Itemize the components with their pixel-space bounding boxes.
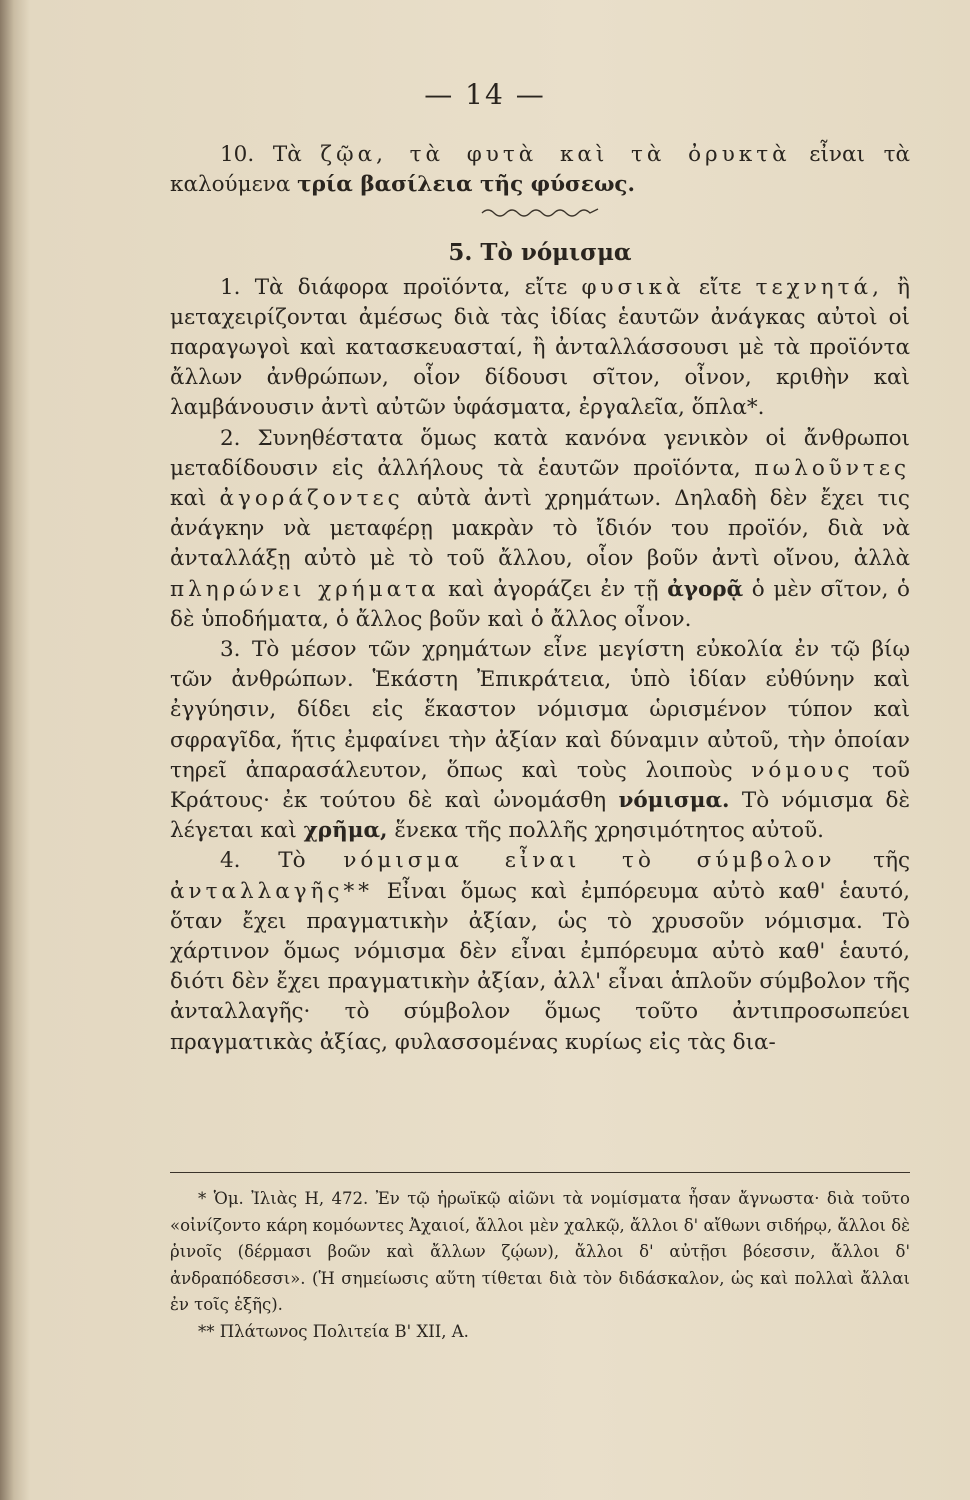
p1-spaced-1: φυσικὰ <box>581 274 685 300</box>
para-10-lead: 10. Τὰ <box>220 142 321 167</box>
p1-spaced-2: τεχνητά, <box>755 274 883 300</box>
paragraph-1 <box>170 273 910 424</box>
p1-a: 1. Τὰ διάφορα προϊόντα, εἴτε <box>220 274 582 300</box>
p2-spaced-3: πληρώνει χρήματα <box>170 576 440 602</box>
p1-b: εἴτε <box>684 274 756 300</box>
p3-bold-2: χρῆμα, <box>303 818 388 844</box>
paragraph-2 <box>170 424 910 635</box>
p3-d: ἕνεκα τῆς πολλῆς χρησιμότητος αὐτοῦ. <box>387 818 824 844</box>
p2-d: καὶ ἀγοράζει ἐν τῇ <box>439 576 668 602</box>
paragraph-4 <box>170 846 910 1057</box>
p4-c: Εἶναι ὅμως καὶ ἐμπόρευμα αὐτὸ καθ' ἑαυτό, ὅταν ἔχει πραγματικὴν ἀξίαν, ὡς τὸ χρυσοῦν νόμισμα. Τὸ χάρτινον ὅμως νόμισμα δὲν εἶναι ἐμπόρευμα αὐτὸ καθ' ἑαυτό, διότι δὲν ἔχει πραγματικὴν ἀξίαν, ἀλλ' εἶναι ἁπλοῦν σύμβολον τῆς ἀνταλλαγῆς· τὸ σύμβολον ὅμως τοῦτο ἀντιπροσωπεύει πραγματικὰς ἀξίας, φυλασσομένας κυρίως εἰς τὰς δια- <box>170 878 910 1055</box>
p2-spaced-2: ἀγοράζοντες <box>219 486 404 512</box>
p4-a: 4. Τὸ <box>220 848 344 874</box>
p2-c: αὐτὰ ἀντὶ χρημάτων. Δηλαδὴ δὲν ἔχει τις ἀνάγκην νὰ μεταφέρῃ μακρὰν τὸ ἴδιόν του προϊόν, διὰ νὰ ἀνταλλάξῃ αὐτὸ μὲ τὸ τοῦ ἄλλου, οἷον βοῦν ἀντὶ οἴνου, ἀλλὰ <box>170 486 910 572</box>
p3-a: 3. Τὸ μέσον τῶν χρημάτων εἶνε μεγίστη εὐκολία ἐν τῷ βίῳ τῶν ἀνθρώπων. Ἑκάστη Ἐπικράτεια, ὑπὸ ἰδίαν εὐθύνην καὶ ἐγγύησιν, δίδει εἰς ἕκαστον νόμισμα ὡρισμένον τύπον καὶ σφραγῖδα, ἥτις ἐμφαίνει τὴν ἀξίαν καὶ δύναμιν αὐτοῦ, τὴν ὁποίαν τηρεῖ ἀπαρασάλευτον, ὅπως καὶ τοὺς λοιποὺς <box>170 637 910 783</box>
p2-b: καὶ <box>170 486 220 512</box>
p4-spaced-1: νόμισμα εἶναι τὸ σύμβολον <box>343 848 836 874</box>
p2-e: ὁ μὲν σῖτον, ὁ δὲ ὑποδήματα, ὁ ἄλλος βοῦν καὶ ὁ ἄλλος οἶνον. <box>170 576 910 632</box>
footnote-2: ** Πλάτωνος Πολιτεία Β' XII, Α. <box>198 1321 469 1341</box>
para-10-mid: εἶναι τὰ καλούμενα <box>170 142 910 198</box>
p3-c: Τὸ νόμισμα δὲ λέγεται καὶ <box>170 788 910 844</box>
footnote-1: * Ὁμ. Ἰλιὰς Η, 472. Ἐν τῷ ἡρωϊκῷ αἰῶνι τὰ νομίσματα ἦσαν ἄγνωστα· διὰ τοῦτο «οἰνίζοντο κάρη κομόωντες Ἀχαιοί, ἄλλοι μὲν χαλκῷ, ἄλλοι δ' αἴθωνι σιδήρῳ, ἄλλοι δὲ ῥινοῖς (δέρμασι βοῶν καὶ ἄλλων ζῴων), ἄλλοι δ' αὐτῇσι βόεσσιν, ἄλλοι δ' ἀνδραπόδεσσι». (Ἡ σημείωσις αὕτη τίθεται διὰ τὸν διδάσκαλον, ὡς καὶ πολλαὶ ἄλλαι ἐν τοῖς ἑξῆς). <box>170 1189 910 1314</box>
para-10-spaced: ζῷα, τὰ φυτὰ καὶ τὰ ὀρυκτὰ <box>320 142 791 167</box>
p2-bold: ἀγορᾷ <box>667 576 744 602</box>
p3-bold-1: νόμισμα. <box>618 788 730 814</box>
wavy-ornament <box>480 206 600 220</box>
p4-spaced-2: ἀνταλλαγῆς** <box>170 878 374 904</box>
p4-b: τῆς <box>835 848 910 874</box>
footnote-rule <box>170 1172 910 1173</box>
paragraph-10 <box>170 140 910 200</box>
page-number: — 14 — <box>424 78 546 111</box>
footnotes <box>170 1186 910 1345</box>
p2-a: 2. Συνηθέστατα ὅμως κατὰ κανόνα γενικὸν οἱ ἄνθρωποι μεταδίδουσιν εἰς ἀλλήλους τὰ ἑαυτῶν προϊόντα, <box>170 425 910 481</box>
paragraph-3 <box>170 635 910 846</box>
section-title: 5. Τὸ νόμισμα <box>448 239 632 267</box>
p3-b: τοῦ Κράτους· ἐκ τούτου δὲ καὶ ὠνομάσθη <box>170 757 910 814</box>
para-10-bold: τρία βασίλεια τῆς φύσεως. <box>297 172 636 198</box>
main-text <box>170 140 910 1058</box>
p2-spaced-1: πωλοῦντες <box>754 455 910 481</box>
p3-spaced-1: νόμους <box>751 757 854 783</box>
p1-c: ἢ μεταχειρίζονται ἀμέσως διὰ τὰς ἰδίας ἑαυτῶν ἀνάγκας αὐτοὶ οἱ παραγωγοὶ καὶ κατασκευασταί, ἢ ἀνταλλάσσουσι μὲ τὰ προϊόντα ἄλλων ἀνθρώπων, οἷον δίδουσι σῖτον, οἶνον, κριθὴν καὶ λαμβάνουσιν ἀντὶ αὐτῶν ὑφάσματα, ἐργαλεῖα, ὅπλα*. <box>170 274 910 421</box>
